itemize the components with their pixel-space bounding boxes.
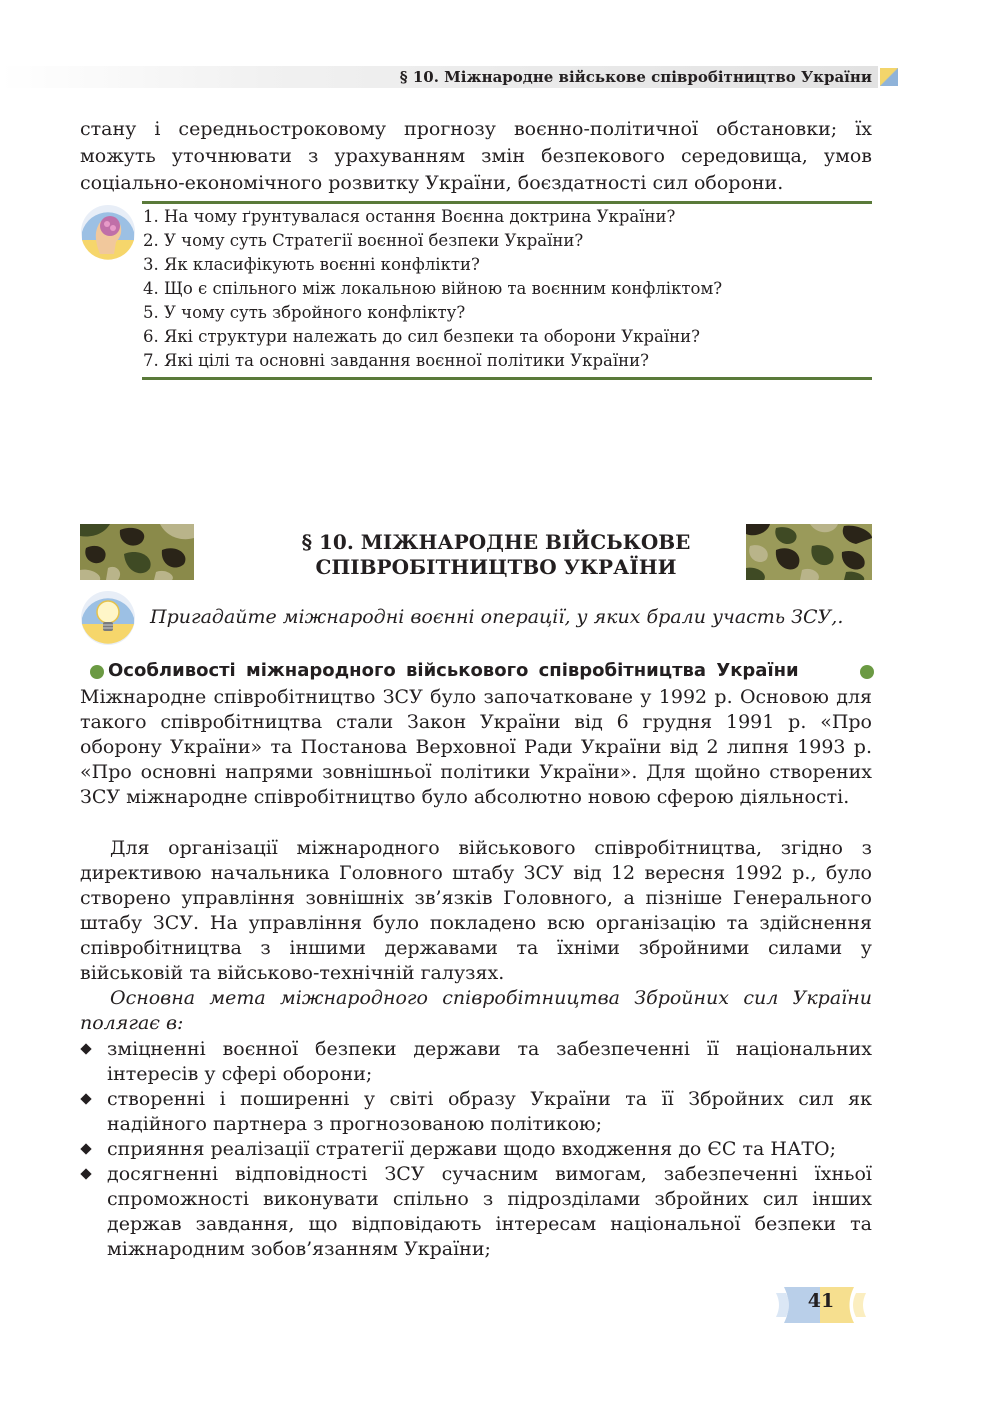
diamond-bullet-icon — [80, 1143, 91, 1154]
running-header — [0, 66, 878, 88]
question-item: 1. На чому ґрунтувалася остання Воєнна доктрина України? — [143, 207, 676, 226]
recall-prompt: Пригадайте міжнародні воєнні операції, у яких брали участь ЗСУ,. — [150, 606, 844, 628]
subheading-bullet-right — [860, 665, 874, 679]
goal-item — [80, 1137, 872, 1162]
goal-text: сприяння реалізації стратегії держави щодо входження до ЄС та НАТО; — [107, 1138, 836, 1160]
goals-list — [80, 1037, 872, 1262]
intro-paragraph: стану і середньостроковому прогнозу воєнно-політичної обстановки; їх можуть уточнювати з урахуванням змін безпекового середовища, умов соціально-економічного розвитку України, боєздатності сил оборони. — [80, 118, 872, 194]
diamond-bullet-icon — [80, 1168, 91, 1179]
question-item: 7. Які цілі та основні завдання воєнної політики України? — [143, 351, 649, 370]
goal-text: досягненні відповідності ЗСУ сучасним вимогам, забезпеченні їхньої спроможності виконувати спільно з підрозділами збройних сил інших держав завдання, що відповідають інтересам національної безпеки та міжнародним зобов’язанням України; — [107, 1163, 872, 1260]
goal-text: зміцненні воєнної безпеки держави та забезпеченні її національних інтересів у сфері оборони; — [107, 1038, 872, 1085]
section-title-line1: § 10. МІЖНАРОДНЕ ВІЙСЬКОВЕ — [301, 530, 691, 554]
goal-item — [80, 1037, 872, 1087]
page-number: 41 — [807, 1290, 835, 1312]
subheading: Особливості міжнародного військового співробітництва України — [108, 660, 799, 681]
diamond-bullet-icon — [80, 1043, 91, 1054]
question-item: 6. Які структури належать до сил безпеки та оборони України? — [143, 327, 701, 346]
section-title — [180, 530, 812, 580]
subheading-bullet-left — [90, 665, 104, 679]
question-item: 4. Що є спільного між локальною війною та воєнним конфліктом? — [143, 279, 723, 298]
body-paragraph: Для організації міжнародного військового співробітництва, згідно з директивою начальника Головного штабу ЗСУ від 12 вересня 1992 р., було створено управління зовнішніх зв’язків Головного, а пізніше Генерального штабу ЗСУ. На управління було покладено всю організацію та здійснення співробітництва з іншими державами та їхніми збройними силами у військовій та військово-технічній галузях. — [80, 837, 872, 984]
head-thinking-icon — [80, 204, 136, 260]
questions-top-rule — [142, 201, 872, 204]
diamond-bullet-icon — [80, 1093, 91, 1104]
corner-flag-mark — [880, 68, 898, 86]
review-questions — [143, 205, 873, 373]
goal-text: створенні і поширенні у світі образу України та її Збройних сил як надійного партнера з прогнозованою політикою; — [107, 1088, 872, 1135]
goal-intro: Основна мета міжнародного співробітництва Збройних сил України полягає в: — [80, 987, 872, 1034]
section-title-line2: СПІВРОБІТНИЦТВО УКРАЇНИ — [315, 555, 677, 579]
question-item: 3. Як класифікують воєнні конфлікти? — [143, 255, 480, 274]
questions-bottom-rule — [142, 377, 872, 380]
camouflage-decoration-left — [80, 524, 194, 580]
goal-item — [80, 1162, 872, 1262]
goal-item — [80, 1087, 872, 1137]
question-item: 5. У чому суть збройного конфлікту? — [143, 303, 466, 322]
question-item: 2. У чому суть Стратегії воєнної безпеки України? — [143, 231, 584, 250]
lightbulb-icon — [80, 590, 136, 646]
body-paragraph: Міжнародне співробітництво ЗСУ було започатковане у 1992 р. Основою для такого співробітництва стали Закон України від 6 грудня 1991 р. «Про оборону України» та Постанова Верховної Ради України від 2 липня 1993 р. «Про основні напрями зовнішньої політики України». Для щойно створених ЗСУ міжнародне співробітництво було абсолютно новою сферою діяльності. — [80, 686, 872, 808]
running-title: § 10. Міжнародне військове співробітництво України — [399, 68, 872, 86]
